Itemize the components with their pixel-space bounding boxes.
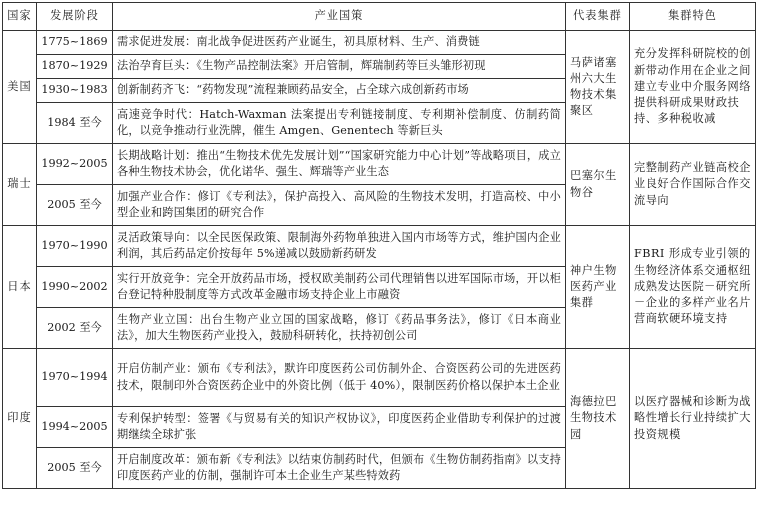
policy-cell: 创新制药齐飞：“药物发现”流程兼顾药品安全，占全球六成创新药市场 — [113, 79, 566, 103]
feature-cell-japan: FBRI 形成专业引领的生物经济体系交通枢纽成熟发达医院－研究所－企业的多样产业名片营商软硬环境支持 — [630, 226, 756, 349]
policy-cell: 法治孕育巨头：《生物产品控制法案》开启管制，辉瑞制药等巨头雏形初现 — [113, 55, 566, 79]
policy-cell: 长期战略计划：推出“生物技术优先发展计划”“国家研究能力中心计划”等战略项目，成立各种生物技术协会，优化诺华、强生、辉瑞等产业生态 — [113, 144, 566, 185]
table-row — [3, 226, 756, 267]
policy-cell: 实行开放竞争：完全开放药品市场，授权欧美制药公司代理销售以进军国际市场，开以柜台登记特种股制度等方式改革金融市场支持企业上市融资 — [113, 267, 566, 308]
header-cluster: 代表集群 — [566, 3, 630, 31]
policy-cell: 开启仿制产业：颁布《专利法》，默许印度医药公司仿制外企、合资医药公司的先进医药技术，限制印外合资医药企业中的外资比例（低于 40%），限制医药价格以保护本土企业 — [113, 349, 566, 407]
cluster-cell-switzerland: 巴塞尔生物谷 — [566, 144, 630, 226]
stage-cell: 2005 至今 — [37, 448, 113, 489]
country-cell-india: 印度 — [3, 349, 37, 489]
header-policy: 产业国策 — [113, 3, 566, 31]
feature-cell-india: 以医疗器械和诊断为战略性增长行业持续扩大投资规模 — [630, 349, 756, 489]
country-cell-switzerland: 瑞士 — [3, 144, 37, 226]
stage-cell: 1970~1994 — [37, 349, 113, 407]
stage-cell: 1870~1929 — [37, 55, 113, 79]
stage-cell: 2005 至今 — [37, 185, 113, 226]
country-cell-usa: 美国 — [3, 31, 37, 144]
stage-cell: 1992~2005 — [37, 144, 113, 185]
policy-cell: 需求促进发展：南北战争促进医药产业诞生，初具原材料、生产、消费链 — [113, 31, 566, 55]
stage-cell: 1984 至今 — [37, 103, 113, 144]
cluster-cell-usa: 马萨诸塞州六大生物技术集聚区 — [566, 31, 630, 144]
country-cell-japan: 日本 — [3, 226, 37, 349]
policy-cell: 高速竞争时代：Hatch-Waxman 法案提出专利链接制度、专利期补偿制度、仿制药简化，以竞争推动行业洗牌，催生 Amgen、Genentech 等新巨头 — [113, 103, 566, 144]
header-stage: 发展阶段 — [37, 3, 113, 31]
policy-cell: 生物产业立国：出台生物产业立国的国家战略，修订《药品事务法》，修订《日本商业法》，加大生物医药产业投入，鼓励科研转化，扶持初创公司 — [113, 308, 566, 349]
stage-cell: 2002 至今 — [37, 308, 113, 349]
feature-cell-usa: 充分发挥科研院校的创新带动作用在企业之间建立专业中介服务网络提供科研成果财政扶持、多种税收减 — [630, 31, 756, 144]
table-row — [3, 144, 756, 185]
policy-cell: 加强产业合作：修订《专利法》，保护高投入、高风险的生物技术发明，打造高校、中小型企业和跨国集团的研究合作 — [113, 185, 566, 226]
policy-table — [2, 2, 756, 489]
table-row — [3, 349, 756, 407]
stage-cell: 1930~1983 — [37, 79, 113, 103]
policy-cell: 灵活政策导向：以全民医保政策、限制海外药物单独进入国内市场等方式，维护国内企业利润，其后药品定价按每年 5%递减以鼓励新药研发 — [113, 226, 566, 267]
stage-cell: 1990~2002 — [37, 267, 113, 308]
header-feature: 集群特色 — [630, 3, 756, 31]
stage-cell: 1970~1990 — [37, 226, 113, 267]
table-row — [3, 31, 756, 55]
stage-cell: 1775~1869 — [37, 31, 113, 55]
header-row — [3, 3, 756, 31]
header-country: 国家 — [3, 3, 37, 31]
stage-cell: 1994~2005 — [37, 407, 113, 448]
feature-cell-switzerland: 完整制药产业链高校企业良好合作国际合作交流导向 — [630, 144, 756, 226]
policy-cell: 开启制度改革：颁布新《专利法》以结束仿制药时代，但颁布《生物仿制药指南》以支持印度医药产业的仿制，强制许可本土企业生产某些特效药 — [113, 448, 566, 489]
cluster-cell-india: 海德拉巴生物技术园 — [566, 349, 630, 489]
cluster-cell-japan: 神户生物医药产业集群 — [566, 226, 630, 349]
policy-cell: 专利保护转型：签署《与贸易有关的知识产权协议》，印度医药企业借助专利保护的过渡期继续全球扩张 — [113, 407, 566, 448]
